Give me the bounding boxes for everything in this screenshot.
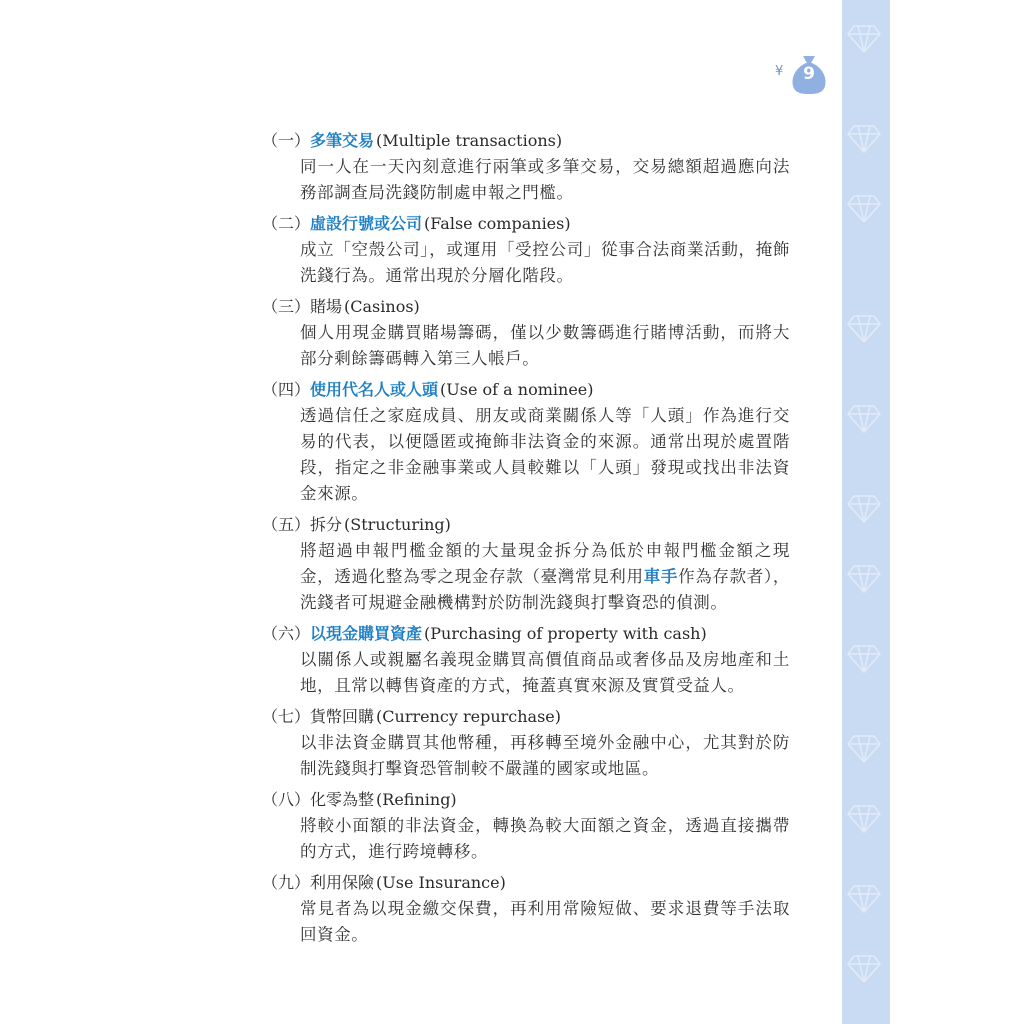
item-heading [262, 621, 790, 647]
item-heading [262, 704, 790, 730]
item-body-text: 將超過申報門檻金額的大量現金拆分為低於申報門檻金額之現金，透過化整為零之現金存款（臺灣常見利用 [300, 541, 790, 586]
page-marker [775, 52, 831, 96]
list-item [262, 704, 790, 782]
diamond-icon [846, 400, 882, 436]
diamond-icon [846, 730, 882, 766]
side-band [842, 0, 890, 1024]
list-item [262, 787, 790, 865]
list-item [262, 294, 790, 372]
item-body: 常見者為以現金繳交保費，再利用常險短做、要求退費等手法取回資金。 [300, 899, 790, 944]
item-number: （五） [262, 515, 311, 534]
item-heading [262, 512, 790, 538]
diamond-icon [846, 640, 882, 676]
item-number: （二） [262, 214, 311, 233]
item-number: （九） [262, 873, 311, 892]
page-number: 9 [803, 64, 815, 84]
item-title-en: (Structuring) [344, 515, 451, 534]
diamond-icon [846, 800, 882, 836]
item-title: 拆分 [310, 515, 343, 534]
item-number: （六） [262, 624, 311, 643]
diamond-icon [846, 950, 882, 986]
item-number: （七） [262, 707, 311, 726]
item-body: 以非法資金購買其他幣種，再移轉至境外金融中心，尤其對於防制洗錢與打擊資恐管制較不嚴謹的國家或地區。 [300, 733, 790, 778]
item-body [300, 538, 790, 616]
item-body: 以關係人或親屬名義現金購買高價值商品或奢侈品及房地產和土地，且常以轉售資產的方式，掩蓋真實來源及實質受益人。 [300, 650, 790, 695]
item-heading [262, 377, 790, 403]
item-body: 將較小面額的非法資金，轉換為較大面額之資金，透過直接攜帶的方式，進行跨境轉移。 [300, 816, 790, 861]
list-item [262, 512, 790, 616]
item-title: 使用代名人或人頭 [310, 380, 439, 399]
item-title-en: (Currency repurchase) [376, 707, 562, 726]
item-title: 賭場 [310, 297, 343, 316]
diamond-icon [846, 560, 882, 596]
item-number: （四） [262, 380, 311, 399]
item-body: 成立「空殼公司」，或運用「受控公司」從事合法商業活動，掩飾洗錢行為。通常出現於分層化階段。 [300, 240, 790, 285]
content [262, 128, 790, 953]
item-number: （八） [262, 790, 311, 809]
yen-icon: ¥ [775, 64, 784, 79]
item-title: 利用保險 [310, 873, 375, 892]
diamond-icon [846, 20, 882, 56]
list-item [262, 211, 790, 289]
item-title-en: (Purchasing of property with cash) [424, 624, 707, 643]
diamond-icon [846, 310, 882, 346]
item-number: （三） [262, 297, 311, 316]
keyword-highlight: 車手 [643, 567, 679, 586]
item-heading [262, 294, 790, 320]
item-title-en: (Use of a nominee) [440, 380, 594, 399]
item-heading [262, 787, 790, 813]
diamond-icon [846, 880, 882, 916]
item-body: 同一人在一天內刻意進行兩筆或多筆交易，交易總額超過應向法務部調查局洗錢防制處申報之門檻。 [300, 157, 790, 202]
item-body: 透過信任之家庭成員、朋友或商業關係人等「人頭」作為進行交易的代表，以便隱匿或掩飾非法資金的來源。通常出現於處置階段，指定之非金融事業或人員較難以「人頭」發現或找出非法資金來源。 [300, 406, 790, 503]
list-item [262, 377, 790, 507]
item-title: 化零為整 [310, 790, 375, 809]
item-title-en: (False companies) [424, 214, 571, 233]
item-number: （一） [262, 131, 311, 150]
item-title-en: (Refining) [376, 790, 457, 809]
item-body: 個人用現金購買賭場籌碼，僅以少數籌碼進行賭博活動，而將大部分剩餘籌碼轉入第三人帳戶。 [300, 323, 790, 368]
item-title-en: (Casinos) [344, 297, 420, 316]
diamond-icon [846, 490, 882, 526]
item-title-en: (Use Insurance) [376, 873, 506, 892]
item-title: 多筆交易 [310, 131, 375, 150]
item-heading [262, 128, 790, 154]
item-title: 虛設行號或公司 [310, 214, 423, 233]
item-heading [262, 211, 790, 237]
diamond-icon [846, 120, 882, 156]
diamond-icon [846, 190, 882, 226]
list-item [262, 128, 790, 206]
item-title-en: (Multiple transactions) [376, 131, 563, 150]
list-item [262, 621, 790, 699]
item-title: 貨幣回購 [310, 707, 375, 726]
item-body-text: 作為存款者），洗錢者可規避金融機構對於防制洗錢與打擊資恐的偵測。 [300, 567, 791, 612]
item-title: 以現金購買資產 [310, 624, 423, 643]
list-item [262, 870, 790, 948]
item-heading [262, 870, 790, 896]
